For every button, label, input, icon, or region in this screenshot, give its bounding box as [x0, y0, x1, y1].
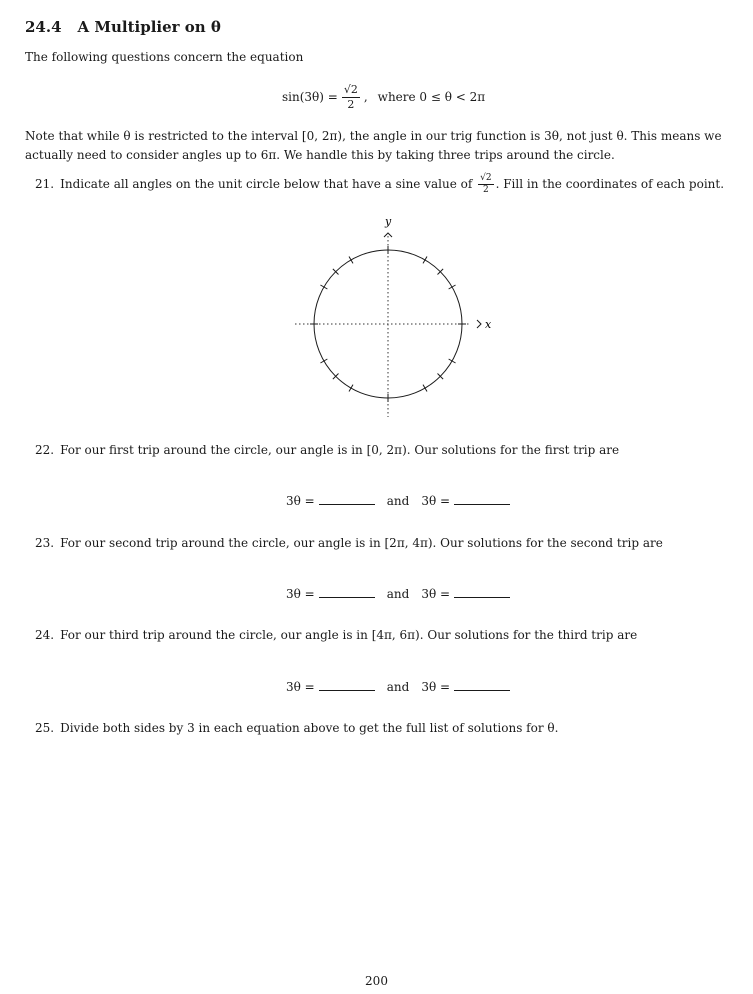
answer-lhs: 3θ =	[286, 494, 315, 508]
answer-lhs: 3θ =	[286, 587, 315, 601]
circle-tick	[320, 359, 327, 363]
circle-tick	[423, 256, 427, 263]
unit-circle-diagram[interactable]	[285, 212, 505, 422]
equation-numerator: √2	[343, 82, 358, 96]
answer-blank[interactable]	[319, 587, 375, 598]
question-fraction	[478, 174, 493, 195]
equation-fraction	[342, 84, 360, 111]
question-text: Divide both sides by 3 in each equation above to get the full list of solutions for θ.	[60, 721, 559, 735]
page-number: 200	[365, 974, 388, 988]
question-number: 25.	[35, 721, 55, 735]
question-24	[35, 628, 637, 642]
question-text: Indicate all angles on the unit circle below that have a sine value of	[60, 177, 473, 191]
answer-and: and	[386, 587, 410, 601]
answer-lhs: 3θ =	[421, 587, 451, 601]
circle-tick	[349, 385, 353, 392]
y-axis-label: y	[385, 215, 392, 228]
answer-blank[interactable]	[454, 494, 510, 505]
question-number: 24.	[35, 628, 55, 642]
section-title: A Multiplier on θ	[77, 18, 221, 36]
question-fraction-denominator: 2	[482, 185, 489, 195]
question-number: 23.	[35, 536, 55, 550]
question-25	[35, 721, 558, 735]
answer-blank[interactable]	[454, 587, 510, 598]
question-text: For our second trip around the circle, our angle is in [2π, 4π). Our solutions for the second trip are	[60, 536, 663, 550]
question-23	[35, 536, 663, 550]
answer-row-second-trip	[286, 587, 510, 601]
answer-row-third-trip	[286, 680, 510, 694]
x-axis-label: x	[485, 318, 492, 331]
section-heading	[25, 18, 221, 36]
question-21	[35, 174, 724, 195]
equation-condition: where 0 ≤ θ < 2π	[377, 90, 486, 104]
x-axis-arrow-icon	[477, 320, 481, 328]
answer-blank[interactable]	[319, 494, 375, 505]
circle-tick	[449, 359, 456, 363]
section-number: 24.4	[25, 18, 62, 36]
answer-and: and	[386, 680, 410, 694]
answer-lhs: 3θ =	[421, 680, 451, 694]
question-text-after: . Fill in the coordinates of each point.	[495, 177, 725, 191]
question-number: 21.	[35, 177, 55, 191]
answer-and: and	[386, 494, 410, 508]
main-equation	[282, 82, 485, 112]
answer-lhs: 3θ =	[286, 680, 315, 694]
answer-blank[interactable]	[319, 680, 375, 691]
equation-comma: ,	[363, 90, 368, 104]
question-text: For our first trip around the circle, our angle is in [0, 2π). Our solutions for the first trip are	[60, 443, 620, 457]
equation-lhs: sin(3θ) =	[282, 90, 338, 104]
answer-row-first-trip	[286, 494, 510, 508]
circle-tick	[449, 285, 456, 289]
note-paragraph: Note that while θ is restricted to the interval [0, 2π), the angle in our trig function is 3θ, not just θ. This means we actually need to consider angles up to 6π. We handle this by taking three trips around the circle.	[25, 129, 722, 162]
answer-lhs: 3θ =	[421, 494, 451, 508]
circle-tick	[349, 256, 353, 263]
question-text: For our third trip around the circle, our angle is in [4π, 6π). Our solutions for the third trip are	[60, 628, 638, 642]
question-number: 22.	[35, 443, 55, 457]
circle-tick	[320, 285, 327, 289]
question-fraction-numerator: √2	[480, 173, 492, 183]
equation-denominator: 2	[347, 97, 355, 111]
circle-tick	[423, 385, 427, 392]
answer-blank[interactable]	[454, 680, 510, 691]
intro-text: The following questions concern the equation	[25, 50, 304, 64]
question-22	[35, 443, 619, 457]
